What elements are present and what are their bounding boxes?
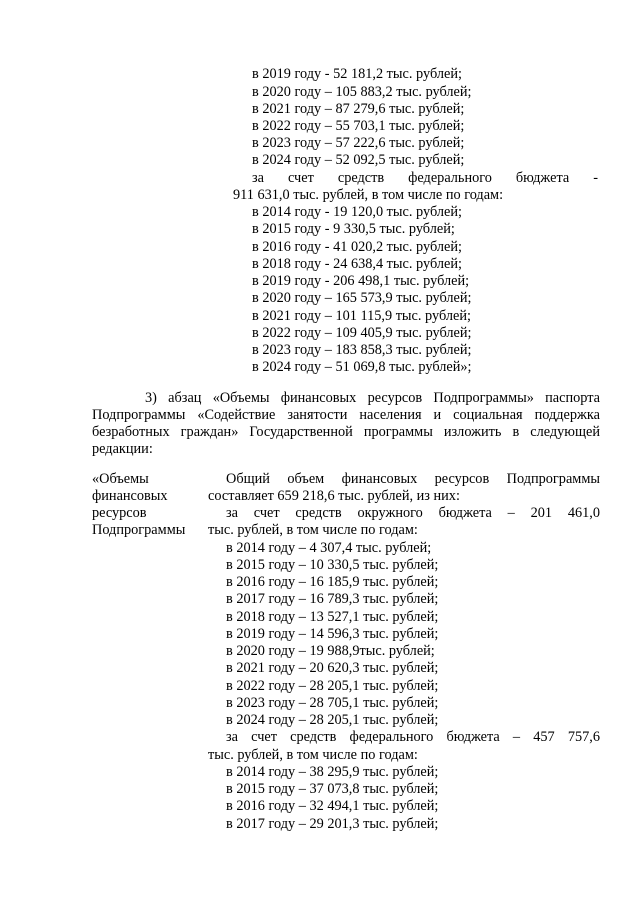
federal-year-line: в 2015 году – 37 073,8 тыс. рублей; <box>226 781 439 797</box>
federal-budget-intro: за счет средств федерального бюджета – 457 757,6 <box>226 729 600 745</box>
table-label-line: финансовых <box>92 488 168 504</box>
federal-year-line: в 2021 году – 101 115,9 тыс. рублей; <box>252 308 471 324</box>
year-line: в 2019 году - 52 181,2 тыс. рублей; <box>252 66 462 82</box>
district-budget-intro: тыс. рублей, в том числе по годам: <box>208 522 418 538</box>
district-year-line: в 2014 году – 4 307,4 тыс. рублей; <box>226 540 432 556</box>
year-line: в 2021 году – 87 279,6 тыс. рублей; <box>252 101 465 117</box>
paragraph-line: 3) абзац «Объемы финансовых ресурсов Подпрограммы» паспорта <box>145 390 600 406</box>
table-label-line: «Объемы <box>92 471 149 487</box>
federal-year-line: в 2014 году - 19 120,0 тыс. рублей; <box>252 204 462 220</box>
federal-year-line: в 2024 году – 51 069,8 тыс. рублей»; <box>252 359 472 375</box>
district-year-line: в 2019 году – 14 596,3 тыс. рублей; <box>226 626 439 642</box>
year-line: в 2020 году – 105 883,2 тыс. рублей; <box>252 84 472 100</box>
year-line: в 2023 году – 57 222,6 тыс. рублей; <box>252 135 465 151</box>
federal-year-line: в 2015 году - 9 330,5 тыс. рублей; <box>252 221 455 237</box>
federal-year-line: в 2023 году – 183 858,3 тыс. рублей; <box>252 342 472 358</box>
table-label-line: ресурсов <box>92 505 147 521</box>
district-year-line: в 2016 году – 16 185,9 тыс. рублей; <box>226 574 439 590</box>
total-line: Общий объем финансовых ресурсов Подпрограммы <box>226 471 600 487</box>
federal-budget-total: 911 631,0 тыс. рублей, в том числе по годам: <box>233 187 504 203</box>
federal-year-line: в 2019 году - 206 498,1 тыс. рублей; <box>252 273 470 289</box>
federal-year-line: в 2018 году - 24 638,4 тыс. рублей; <box>252 256 462 272</box>
district-year-line: в 2021 году – 20 620,3 тыс. рублей; <box>226 660 439 676</box>
paragraph-line: редакции: <box>92 441 153 457</box>
federal-budget-intro: за счет средств федерального бюджета - <box>252 170 598 186</box>
year-line: в 2024 году – 52 092,5 тыс. рублей; <box>252 152 465 168</box>
federal-year-line: в 2022 году – 109 405,9 тыс. рублей; <box>252 325 472 341</box>
district-year-line: в 2018 году – 13 527,1 тыс. рублей; <box>226 609 439 625</box>
district-year-line: в 2023 году – 28 705,1 тыс. рублей; <box>226 695 439 711</box>
district-year-line: в 2020 году – 19 988,9тыс. рублей; <box>226 643 435 659</box>
federal-year-line: в 2016 году – 32 494,1 тыс. рублей; <box>226 798 439 814</box>
year-line: в 2022 году – 55 703,1 тыс. рублей; <box>252 118 465 134</box>
district-year-line: в 2022 году – 28 205,1 тыс. рублей; <box>226 678 439 694</box>
federal-year-line: в 2017 году – 29 201,3 тыс. рублей; <box>226 816 439 832</box>
district-year-line: в 2017 году – 16 789,3 тыс. рублей; <box>226 591 439 607</box>
table-label-line: Подпрограммы <box>92 522 186 538</box>
federal-year-line: в 2014 году – 38 295,9 тыс. рублей; <box>226 764 439 780</box>
federal-year-line: в 2020 году – 165 573,9 тыс. рублей; <box>252 290 472 306</box>
federal-budget-intro: тыс. рублей, в том числе по годам: <box>208 747 418 763</box>
district-year-line: в 2015 году – 10 330,5 тыс. рублей; <box>226 557 439 573</box>
federal-year-line: в 2016 году - 41 020,2 тыс. рублей; <box>252 239 462 255</box>
total-line: составляет 659 218,6 тыс. рублей, из них: <box>208 488 460 504</box>
paragraph-line: безработных граждан» Государственной программы изложить в следующей <box>92 424 600 440</box>
district-year-line: в 2024 году – 28 205,1 тыс. рублей; <box>226 712 439 728</box>
district-budget-intro: за счет средств окружного бюджета – 201 461,0 <box>226 505 600 521</box>
paragraph-line: Подпрограммы «Содействие занятости населения и социальная поддержка <box>92 407 600 423</box>
